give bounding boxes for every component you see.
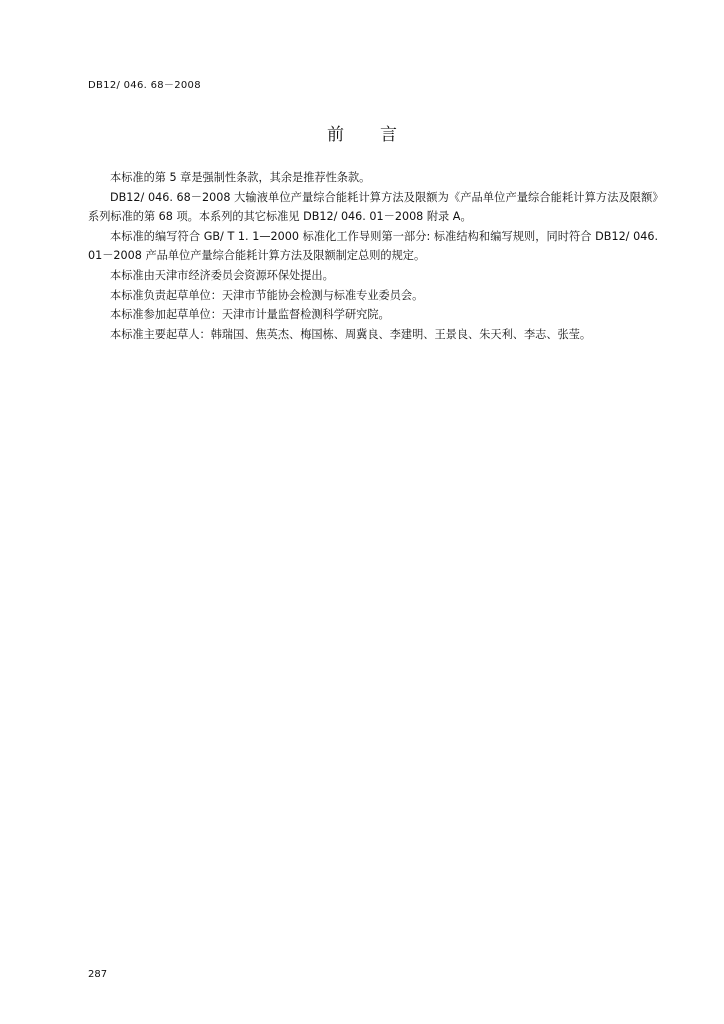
page-number: 287: [88, 969, 108, 980]
paragraph-mandatory-clauses: 本标准的第 5 章是强制性条款，其余是推荐性条款。: [110, 171, 371, 184]
paragraph-series-description: DB12/ 046. 68－2008 大输液单位产量综合能耗计算方法及限额为《产品单位产量综合能耗计算方法及限额》系列标准的第 68 项。本系列的其它标准见 DB12/ 046. 01－2008 附录 A。: [88, 190, 658, 224]
page-title: 前言: [327, 125, 433, 145]
paragraph-main-drafters: 本标准主要起草人：韩瑞国、焦英杰、梅国栋、周冀良、李建明、王景良、朱天利、李志、张莹。: [110, 327, 592, 341]
paragraph-participating-drafter: 本标准参加起草单位：天津市计量监督检测科学研究院。: [110, 308, 390, 322]
paragraph-proposer: 本标准由天津市经济委员会资源环保处提出。: [110, 268, 334, 282]
paragraph-responsible-drafter: 本标准负责起草单位：天津市节能协会检测与标准专业委员会。: [110, 288, 424, 302]
document-code: DB12/ 046. 68－2008: [88, 80, 201, 91]
foreword-body: [88, 168, 658, 344]
paragraph-drafting-rules: 本标准的编写符合 GB/ T 1. 1—2000 标准化工作导则第一部分: 标准结构和编写规则，同时符合 DB12/ 046. 01－2008 产品单位产量综合能耗计算方法及限额制定总则的规定。: [88, 229, 658, 263]
